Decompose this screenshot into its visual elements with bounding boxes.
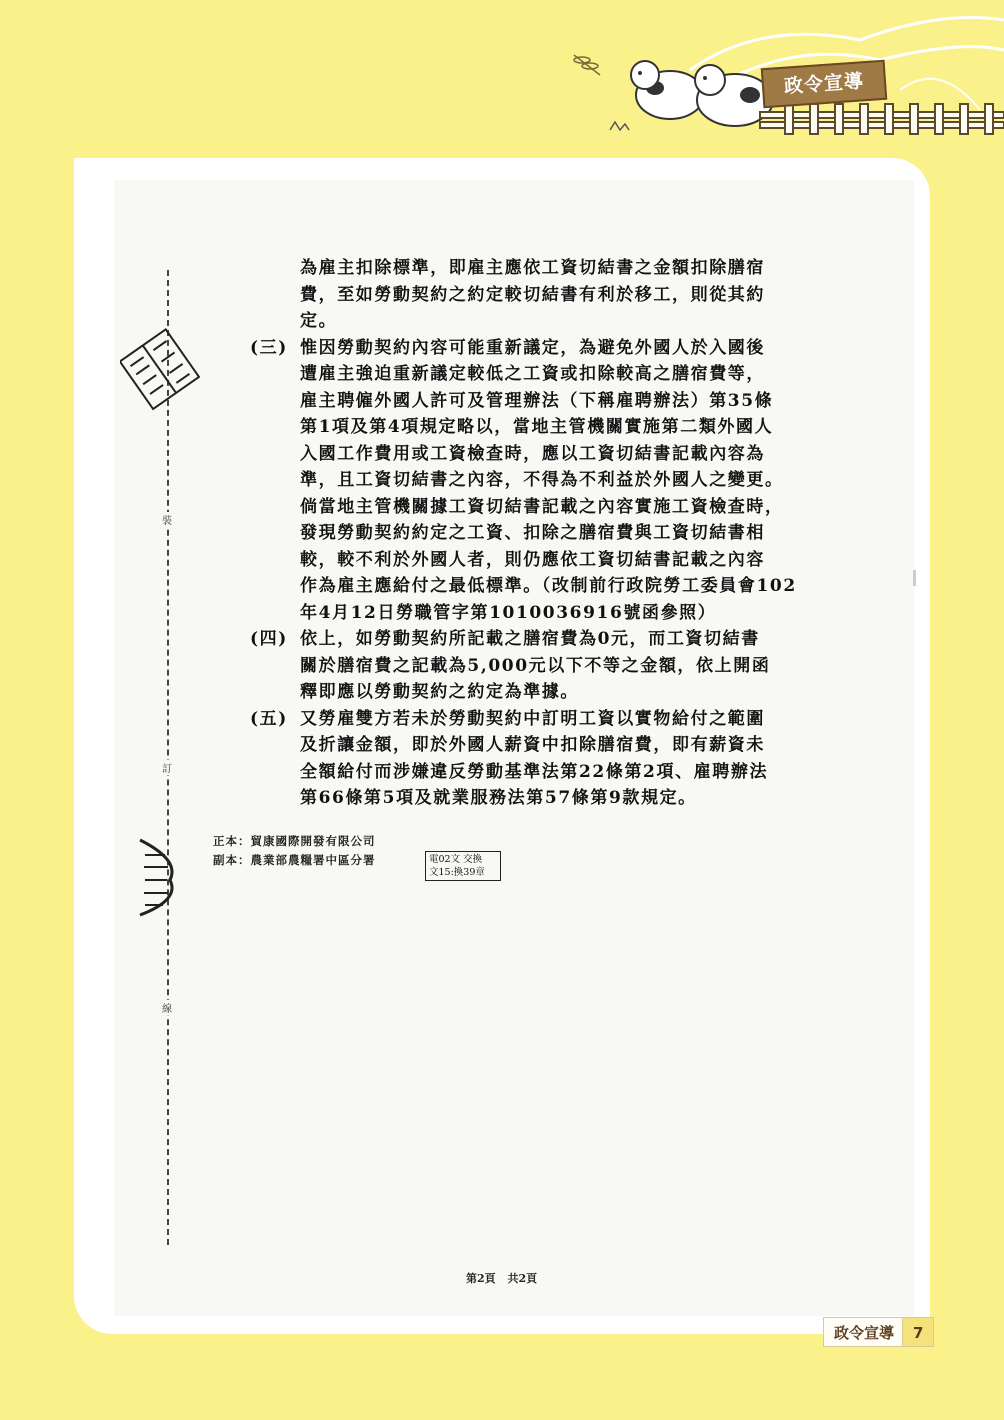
cow-illustration (631, 61, 773, 126)
text-line: 全額給付而涉嫌違反勞動基準法第22條第2項、雇聘辦法 (300, 761, 769, 782)
text-line: 又勞雇雙方若未於勞動契約中訂明工資以實物給付之範圍 (300, 708, 765, 729)
paragraph-number: (三) (250, 337, 288, 358)
text-line: 為雇主扣除標準，即雇主應依工資切結書之金額扣除膳宿 (300, 258, 765, 278)
footer-page-tag (823, 1317, 934, 1347)
text-line: 依上，如勞動契約所記載之膳宿費為0元，而工資切結書 (300, 629, 760, 649)
text-line: 及折讓金額，即於外國人薪資中扣除膳宿費，即有薪資未 (300, 735, 765, 755)
copy-recipient: 副本：農業部農糧署中區分署 (213, 853, 376, 867)
footer-page-number: 7 (902, 1317, 934, 1347)
binding-char-1: 裝 (162, 512, 172, 527)
text-line: 費，至如勞動契約之約定較切結書有利於移工，則從其約 (300, 284, 765, 305)
exchange-stamp (120, 320, 200, 420)
scan-artifact (913, 570, 916, 586)
original-recipient: 正本：貿康國際開發有限公司 (213, 834, 376, 848)
seal-line: 文15:換39章 (429, 867, 485, 878)
text-line: 作為雇主應給付之最低標準。（改制前行政院勞工委員會102 (300, 576, 797, 596)
text-line: 第66條第5項及就業服務法第57條第9款規定。 (300, 788, 697, 808)
seal-line: 電02文 交換 (429, 854, 483, 865)
text-line: 釋即應以勞動契約之約定為準據。 (300, 682, 579, 702)
binding-char-3: 線 (162, 1000, 172, 1015)
text-line: 年4月12日勞職管字第1010036916號函參照） (300, 602, 717, 623)
paragraph-number: (五) (250, 708, 288, 729)
document-body (250, 255, 850, 812)
paragraph-5 (250, 706, 850, 812)
intro-paragraph (250, 255, 850, 335)
text-line: 雇主聘僱外國人許可及管理辦法（下稱雇聘辦法）第35條 (300, 390, 774, 411)
section-sign: 政令宣導 (761, 60, 887, 109)
text-line: 遭雇主強迫重新議定較低之工資或扣除較高之膳宿費等， (300, 364, 765, 384)
seal-stamp-bottom (130, 835, 185, 920)
text-line: 發現勞動契約約定之工資、扣除之膳宿費與工資切結書相 (300, 523, 765, 543)
distribution-list (213, 832, 376, 870)
paragraph-3 (250, 335, 850, 627)
text-line: 關於膳宿費之記載為5,000元以下不等之金額，依上開函 (300, 655, 771, 676)
paragraph-4 (250, 626, 850, 706)
text-line: 較，較不利於外國人者，則仍應依工資切結書記載之內容 (300, 549, 765, 570)
paragraph-number: (四) (250, 629, 288, 649)
footer-section-label: 政令宣導 (823, 1317, 902, 1347)
text-line: 惟因勞動契約內容可能重新議定，為避免外國人於入國後 (300, 337, 765, 358)
text-line: 第1項及第4項規定略以，當地主管機關實施第二類外國人 (300, 417, 774, 437)
text-line: 準，且工資切結書之內容，不得為不利益於外國人之變更。 (300, 470, 784, 490)
binding-char-2: 訂 (162, 760, 172, 775)
text-line: 倘當地主管機關據工資切結書記載之內容實施工資檢查時， (300, 496, 784, 517)
exchange-seal-box (425, 851, 501, 881)
text-line: 定。 (300, 311, 338, 331)
document-page-count: 第2頁 共2頁 (466, 1272, 538, 1285)
text-line: 入國工作費用或工資檢查時，應以工資切結書記載內容為 (300, 443, 765, 464)
